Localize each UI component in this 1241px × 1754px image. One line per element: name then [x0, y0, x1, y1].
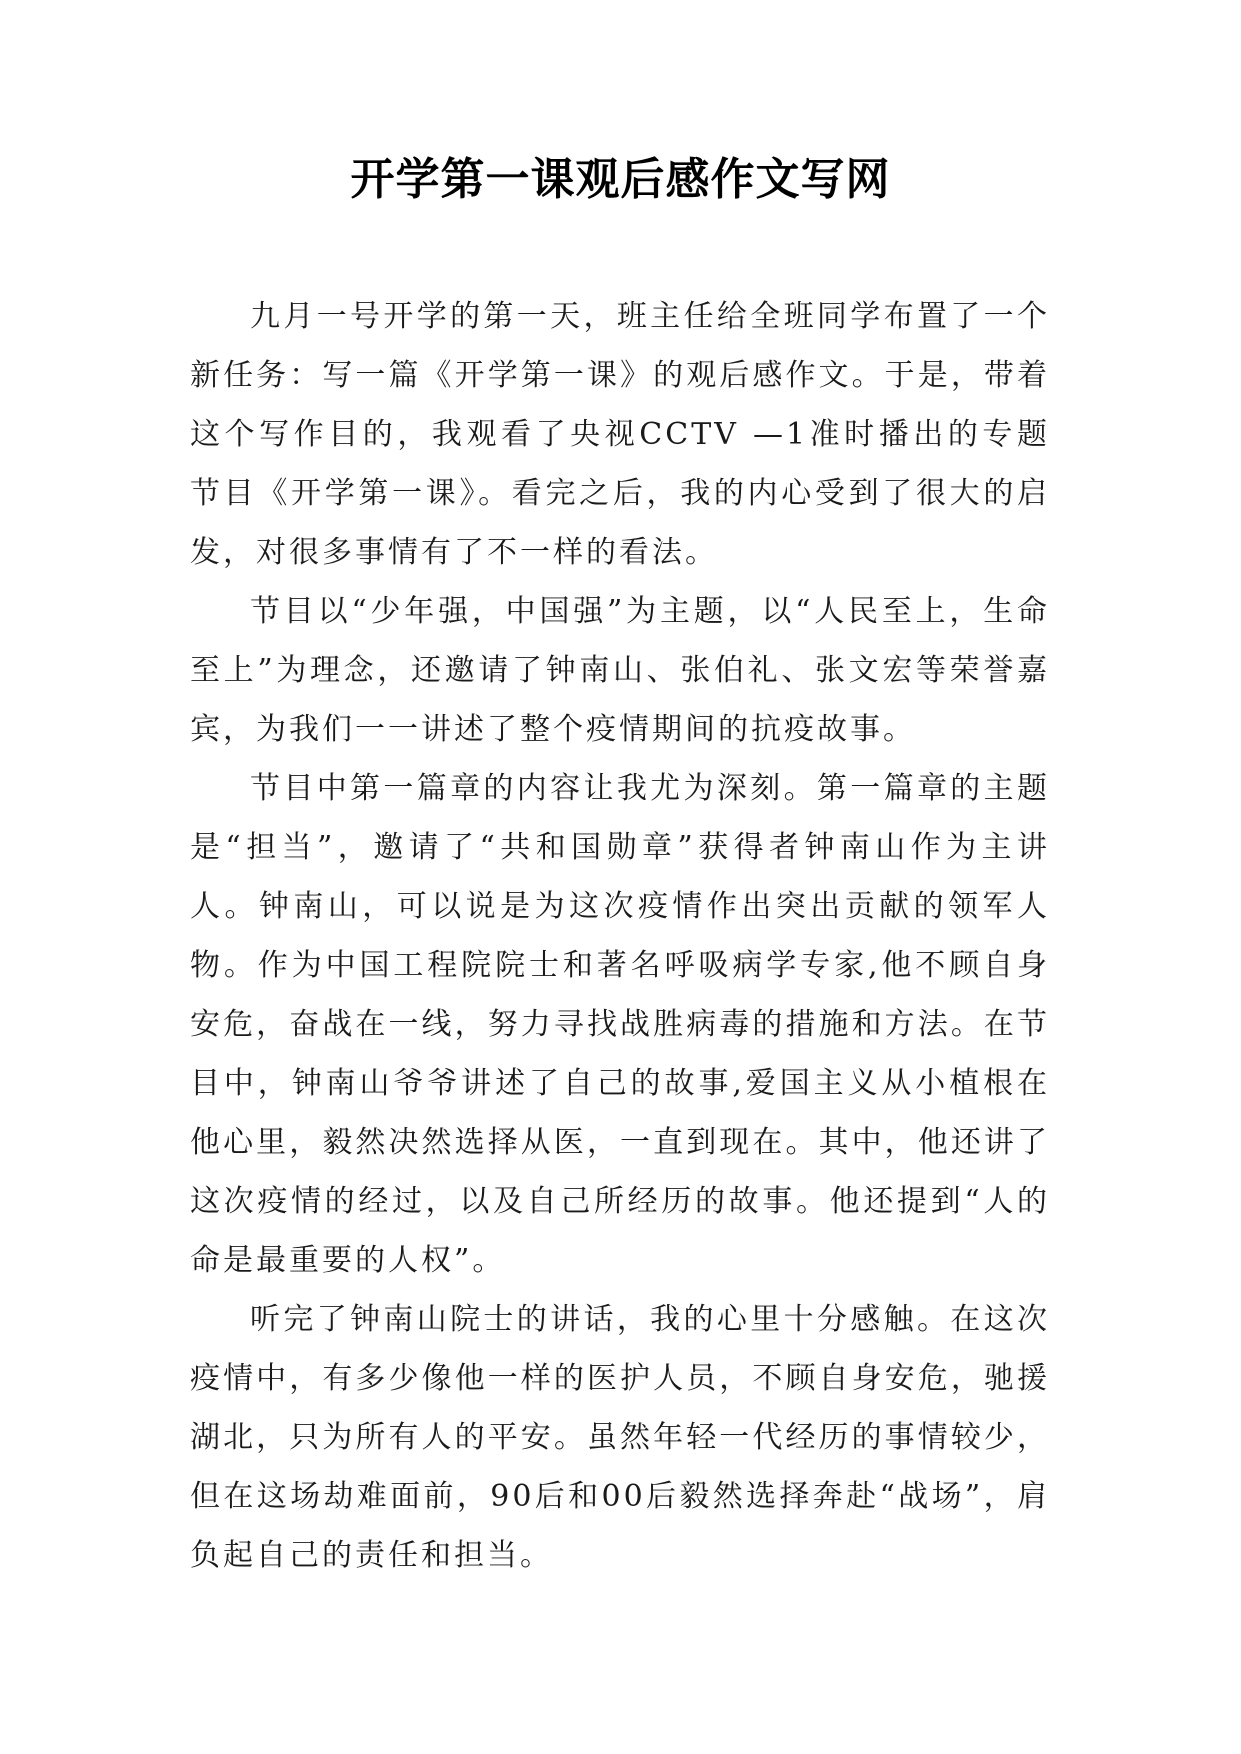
- document-body: [190, 287, 1050, 1585]
- paragraph-2: 节目以“少年强，中国强”为主题，以“人民至上，生命至上”为理念，还邀请了钟南山、张伯礼、张文宏等荣誉嘉宾，为我们一一讲述了整个疫情期间的抗疫故事。: [190, 594, 1050, 747]
- paragraph-1: 九月一号开学的第一天，班主任给全班同学布置了一个新任务：写一篇《开学第一课》的观后感作文。于是，带着这个写作目的，我观看了央视CCTV —1准时播出的专题节目《开学第一课》。看完之后，我的内心受到了很大的启发，对很多事情有了不一样的看法。: [190, 299, 1050, 570]
- paragraph-4: 听完了钟南山院士的讲话，我的心里十分感触。在这次疫情中，有多少像他一样的医护人员，不顾自身安危，驰援湖北，只为所有人的平安。虽然年轻一代经历的事情较少，但在这场劫难面前，90后和00后毅然选择奔赴“战场”，肩负起自己的责任和担当。: [190, 1302, 1050, 1573]
- paragraph-3: 节目中第一篇章的内容让我尤为深刻。第一篇章的主题是“担当”，邀请了“共和国勋章”获得者钟南山作为主讲人。钟南山，可以说是为这次疫情作出突出贡献的领军人物。作为中国工程院院士和著名呼吸病学专家,他不顾自身安危，奋战在一线，努力寻找战胜病毒的措施和方法。在节目中，钟南山爷爷讲述了自己的故事,爱国主义从小植根在他心里，毅然决然选择从医，一直到现在。其中，他还讲了这次疫情的经过，以及自己所经历的故事。他还提到“人的命是最重要的人权”。: [190, 771, 1050, 1278]
- document-title: 开学第一课观后感作文写网: [350, 154, 891, 205]
